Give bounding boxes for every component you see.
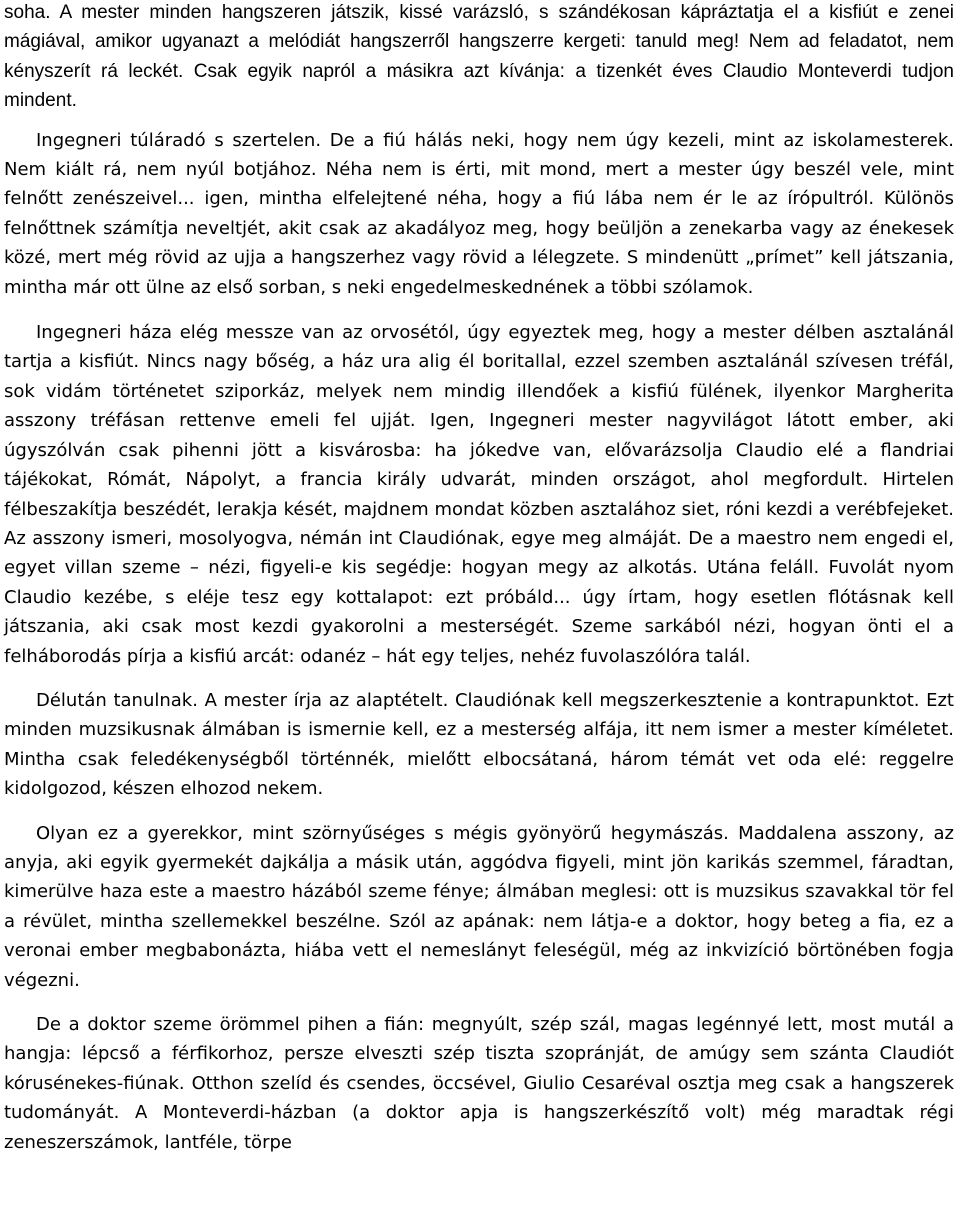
paragraph-5-text: Olyan ez a gyerekkor, mint szörnyűséges s mégis gyönyörű hegymászás. Maddalena asszony, az anyja, aki egyik gyermekét dajkálja a másik után, aggódva figyeli, mint jön karikás szemmel, fáradtan, kimerülve haza este a maestro házából szeme fénye; álmában meglesi: ott is muzsikus szavakkal tör fel a révület, mintha szellemekkel beszélne. Szól az apának: nem látja-e a doktor, hogy beteg a fia, ez a veronai ember megbabonázta, hiába vett el nemeslányt feleségül, még az inkvizíció börtönében fogja végezni. bbox=[4, 822, 954, 991]
paragraph-2 bbox=[4, 126, 954, 302]
paragraph-3 bbox=[4, 318, 954, 671]
paragraph-3-text: Ingegneri háza elég messze van az orvosétól, úgy egyeztek meg, hogy a mester délben asztalánál tartja a kisfiút. Nincs nagy bőség, a ház ura alig él boritallal, ezzel szemben asztalánál szívesen tréfál, sok vidám történetet sziporkáz, melyek nem mindig illendőek a kisfiú fülének, ilyenkor Margherita asszony tréfásan rettenve emeli fel ujját. Igen, Ingegneri mester nagyvilágot látott ember, aki úgyszólván csak pihenni jött a kisvárosba: ha jókedve van, elővarázsolja Claudio elé a flandriai tájékokat, Rómát, Nápolyt, a francia király udvarát, minden országot, ahol megfordult. Hirtelen félbeszakítja beszédét, lerakja kését, majdnem mondat közben asztalához siet, róni kezdi a verébfejeket. Az asszony ismeri, mosolyogva, némán int Claudiónak, egye meg almáját. De a maestro nem engedi el, egyet villan szeme – nézi, figyeli-e kis segédje: hogyan megy az alkotás. Utána feláll. Fuvolát nyom Claudio kezébe, s eléje tesz egy kottalapot: ezt próbáld... úgy írtam, hogy esetlen flótásnak kell játszania, aki csak most kezdi gyakorolni a mesterségét. Szeme sarkából nézi, hogyan önti el a felháborodás pírja a kisfiú arcát: odanéz – hát egy teljes, nehéz fuvolaszólóra talál. bbox=[4, 322, 954, 667]
paragraph-6 bbox=[4, 1010, 954, 1157]
paragraph-5 bbox=[4, 819, 954, 995]
paragraph-1-text: soha. A mester minden hangszeren játszik, kissé varázsló, s szándékosan kápráztatja el a kisfiút e zenei mágiával, amikor ugyanazt a melódiát hangszerről hangszerre kergeti: tanuld meg! Nem ad feladatot, nem kényszerít rá leckét. Csak egyik napról a másikra azt kívánja: a tizenkét éves Claudio Monteverdi tudjon mindent. bbox=[4, 2, 954, 112]
paragraph-2-text-a: Ingegneri túláradó s szertelen. De a fiú hálás neki, hogy nem úgy kezeli, mint az iskolamesterek. Nem kiált rá, nem nyúl botjához. Néha nem is érti, mit mond, mert a mester úgy beszél vele, mint felnőtt zenészeivel... igen, mintha elfelejtené néha, hogy a fiú lába nem ér le az írópultról. bbox=[4, 129, 954, 210]
paragraph-1 bbox=[4, 0, 954, 116]
paragraph-6-text: De a doktor szeme örömmel pihen a fián: megnyúlt, szép szál, magas legénnyé lett, most mutál a hangja: lépcső a férfikorhoz, persze elveszti szép tiszta szopránját, de amúgy sem szánta Claudiót kórusénekes-fiúnak. Otthon szelíd és csendes, öccsével, Giulio Cesaréval osztja meg csak a hangszerek tudományát. A Monteverdi-házban (a doktor apja is hangszerkészítő volt) még maradtak régi zeneszerszámok, lantféle, törpe bbox=[4, 1014, 954, 1153]
paragraph-4 bbox=[4, 686, 954, 804]
paragraph-2-text-b: Különös felnőttnek számítja neveltjét, akit csak az akadályoz meg, hogy beüljön a zenekarba vagy az énekesek közé, mert még rövid az ujja a hangszerhez vagy rövid a lélegzete. S mindenütt „prímet” kell játszania, mintha már ott ülne az első sorban, s neki engedelmeskednének a többi szólamok. bbox=[4, 188, 954, 298]
paragraph-4-text: Délután tanulnak. A mester írja az alaptételt. Claudiónak kell megszerkesztenie a kontrapunktot. Ezt minden muzsikusnak álmában is ismernie kell, ez a mesterség alfája, itt nem ismer a mester kíméletet. Mintha csak feledékenységből történnék, mielőtt elbocsátaná, három témát vet oda elé: reggelre kidolgozod, készen elhozod nekem. bbox=[4, 689, 954, 800]
